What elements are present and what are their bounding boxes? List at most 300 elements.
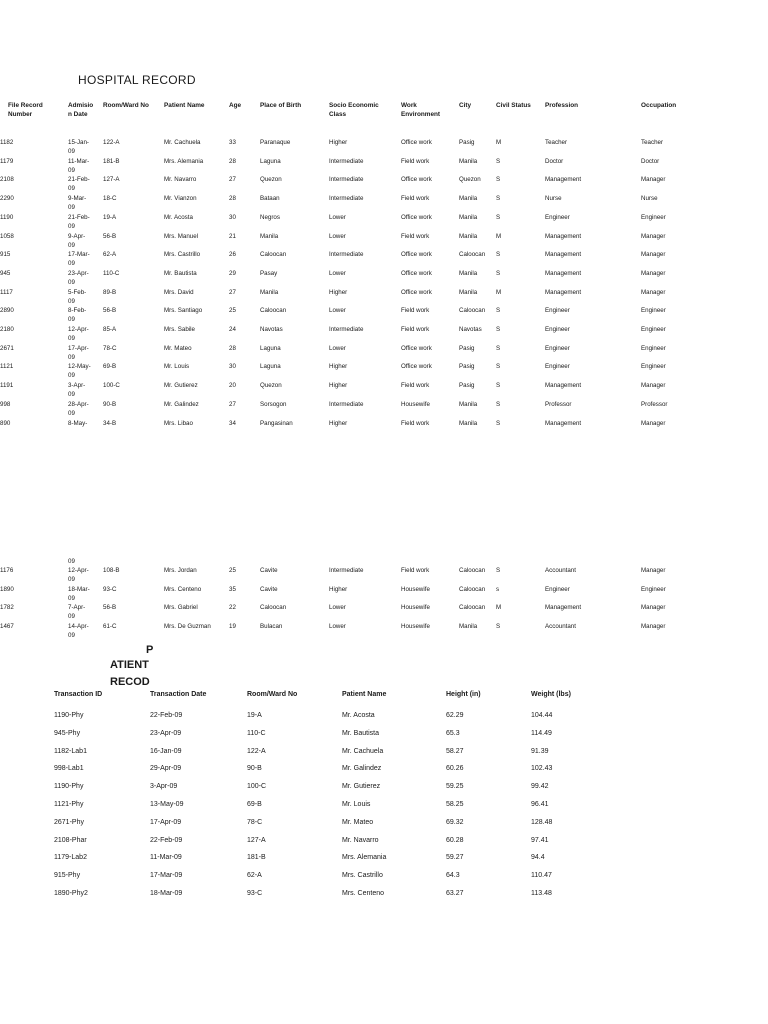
table-cell: Housewife	[401, 400, 430, 408]
table-cell: Pasig	[459, 344, 475, 352]
table-cell: Office work	[401, 251, 432, 259]
table-cell: 114.49	[531, 729, 552, 737]
table-cell: 915	[0, 251, 11, 259]
hospital-record-title: HOSPITAL RECORD	[78, 73, 196, 87]
table-cell: Pasig	[459, 139, 475, 146]
table-cell: 34	[229, 419, 236, 427]
table-cell: Engineer	[641, 363, 666, 371]
table-cell: 19-A	[247, 712, 262, 719]
table-cell: Manila	[459, 157, 478, 165]
table-cell: Manila	[459, 213, 478, 221]
table-cell: 60.28	[446, 836, 464, 844]
table-cell: 18-C	[103, 195, 117, 203]
table-cell: Quezon	[260, 382, 282, 390]
table-cell: 1190	[0, 213, 14, 221]
table-cell: Negros	[260, 213, 280, 221]
table-cell: 11-Mar- 09	[68, 157, 90, 174]
table-cell: Higher	[329, 585, 348, 593]
table-cell: S	[496, 269, 501, 277]
table-cell: Caloocan	[459, 604, 486, 612]
column-header: Transaction Date	[150, 691, 207, 698]
table-cell: 9-Apr- 09	[68, 232, 86, 249]
table-cell: S	[496, 623, 501, 631]
table-cell: 1121	[0, 363, 14, 371]
table-cell: 90-B	[103, 400, 117, 408]
table-cell: Bulacan	[260, 623, 283, 631]
table-cell: 60.26	[446, 765, 464, 773]
table-cell: Manila	[459, 195, 478, 203]
table-cell: 17-Mar-09	[150, 872, 183, 880]
table-cell: Higher	[329, 419, 348, 427]
table-cell: Lower	[329, 307, 346, 315]
table-cell: 122-A	[103, 139, 120, 146]
table-cell: 1117	[0, 288, 13, 296]
table-cell: 09 12-Apr- 09	[68, 558, 89, 583]
table-cell: 22	[229, 604, 236, 612]
table-cell: Quezon	[459, 176, 481, 184]
table-cell: 33	[229, 139, 236, 146]
table-cell: Mrs. De Guzman	[164, 623, 211, 631]
table-cell: 21-Feb- 09	[68, 176, 90, 193]
column-header: File Record Number	[8, 102, 43, 118]
table-cell: M	[496, 604, 502, 612]
table-cell: 97.41	[531, 836, 549, 844]
table-cell: 945	[0, 269, 11, 277]
table-cell: Nurse	[641, 195, 658, 203]
table-cell: Manager	[641, 623, 666, 631]
table-cell: Caloocan	[459, 251, 486, 259]
table-cell: Management	[545, 382, 582, 390]
table-cell: 59.25	[446, 783, 464, 791]
table-cell: Manila	[260, 288, 279, 296]
table-cell: Manager	[641, 288, 666, 296]
table-cell: 1890-Phy2	[54, 890, 88, 897]
table-cell: Housewife	[401, 604, 430, 612]
table-cell: Lower	[329, 213, 346, 221]
table-cell: Lower	[329, 269, 346, 277]
table-cell: Professor	[641, 400, 668, 408]
table-cell: Engineer	[641, 326, 666, 333]
table-cell: Office work	[401, 344, 432, 352]
table-cell: 28-Apr- 09	[68, 400, 89, 417]
table-cell: 90-B	[247, 765, 262, 773]
table-cell: 181-B	[103, 157, 120, 165]
table-cell: Mrs. Jordan	[164, 567, 197, 574]
table-cell: Field work	[401, 419, 430, 427]
table-cell: 1890	[0, 585, 14, 593]
table-cell: 29	[229, 269, 236, 277]
table-cell: Manager	[641, 567, 666, 574]
table-cell: 3-Apr-09	[150, 783, 178, 791]
table-cell: 89-B	[103, 288, 117, 296]
table-cell: 1190-Phy	[54, 712, 84, 719]
table-cell: Manager	[641, 251, 666, 259]
table-cell: Mr. Galindez	[342, 765, 382, 773]
table-cell: Mrs. Alemania	[342, 854, 387, 862]
table-cell: 9-Mar- 09	[68, 195, 87, 212]
table-cell: Manila	[260, 232, 279, 240]
table-cell: 113.48	[531, 890, 552, 897]
table-cell: Intermediate	[329, 176, 364, 184]
table-cell: 127-A	[103, 176, 120, 184]
table-cell: 100-C	[103, 382, 120, 390]
table-cell: s	[496, 585, 500, 593]
column-header: Height (in)	[446, 691, 481, 698]
table-cell: Intermediate	[329, 567, 364, 574]
table-cell: Quezon	[260, 176, 282, 184]
table-cell: 1182	[0, 139, 14, 146]
table-cell: 1191	[0, 382, 14, 390]
table-cell: Navotas	[459, 326, 482, 333]
table-cell: S	[496, 567, 501, 574]
table-cell: 22-Feb-09	[150, 836, 183, 844]
table-cell: Engineer	[545, 344, 570, 352]
patient-title-line: RECOD	[110, 676, 150, 688]
table-cell: Intermediate	[329, 251, 364, 259]
table-cell: 1182-Lab1	[54, 747, 87, 755]
table-cell: Mr. Bautista	[164, 269, 197, 277]
table-cell: Manager	[641, 604, 666, 612]
table-cell: Mr. Gutierez	[342, 783, 381, 791]
table-cell: Engineer	[545, 213, 570, 221]
table-cell: Office work	[401, 363, 432, 371]
table-cell: Paranaque	[260, 139, 291, 146]
table-cell: 127-A	[247, 836, 266, 844]
column-header: Civil Status	[496, 102, 531, 109]
column-header: Patient Name	[342, 691, 387, 698]
table-cell: S	[496, 419, 501, 427]
table-cell: Mrs. David	[164, 288, 194, 296]
table-cell: S	[496, 326, 501, 333]
table-cell: 13-May-09	[150, 801, 184, 808]
table-cell: Mr. Louis	[342, 801, 371, 808]
table-cell: S	[496, 157, 501, 165]
table-cell: 63.27	[446, 890, 464, 897]
table-cell: Lower	[329, 623, 346, 631]
table-cell: Mrs. Libao	[164, 419, 193, 427]
table-cell: Higher	[329, 288, 348, 296]
table-cell: Management	[545, 232, 582, 240]
table-cell: Mr. Galindez	[164, 400, 199, 408]
table-cell: S	[496, 213, 501, 221]
table-cell: Manager	[641, 269, 666, 277]
table-cell: 2671	[0, 344, 14, 352]
table-cell: Professor	[545, 400, 572, 408]
table-cell: 7-Apr- 09	[68, 604, 86, 621]
table-cell: Mr. Bautista	[342, 729, 379, 737]
table-cell: 35	[229, 585, 236, 593]
table-cell: Management	[545, 269, 582, 277]
table-cell: Mrs. Sabile	[164, 326, 195, 333]
table-cell: Nurse	[545, 195, 562, 203]
table-cell: 61-C	[103, 623, 117, 631]
table-cell: Caloocan	[459, 585, 486, 593]
table-cell: 2290	[0, 195, 14, 203]
table-cell: 890	[0, 419, 11, 427]
table-cell: Sorsogon	[260, 400, 287, 408]
table-cell: Field work	[401, 326, 430, 333]
table-cell: Field work	[401, 382, 430, 390]
table-cell: S	[496, 382, 501, 390]
table-cell: 69-B	[103, 363, 117, 371]
table-cell: Engineer	[545, 326, 570, 333]
table-cell: 1179-Lab2	[54, 854, 87, 862]
table-cell: S	[496, 195, 501, 203]
table-cell: Pasay	[260, 269, 278, 277]
table-cell: Pasig	[459, 363, 475, 371]
table-cell: Accountant	[545, 567, 576, 574]
table-cell: Pasig	[459, 382, 475, 390]
table-cell: Field work	[401, 232, 430, 240]
table-cell: Higher	[329, 363, 348, 371]
table-cell: 19	[229, 623, 236, 631]
table-cell: Field work	[401, 195, 430, 203]
table-cell: 1467	[0, 623, 14, 631]
table-cell: 28	[229, 195, 236, 203]
table-cell: Mr. Navarro	[164, 176, 197, 184]
table-cell: 100-C	[247, 783, 267, 791]
table-cell: 58.25	[446, 801, 464, 808]
table-cell: Pangasinan	[260, 419, 293, 427]
table-cell: 21-Feb- 09	[68, 213, 90, 230]
table-cell: 96.41	[531, 801, 549, 808]
table-cell: Mr. Acosta	[164, 213, 193, 221]
table-cell: Mr. Mateo	[164, 344, 192, 352]
table-cell: Caloocan	[459, 567, 486, 574]
column-header: Profession	[545, 102, 579, 109]
table-cell: 19-A	[103, 213, 117, 221]
table-cell: Mr. Gutierez	[164, 382, 198, 390]
table-cell: Caloocan	[260, 307, 287, 315]
table-cell: 29-Apr-09	[150, 765, 182, 773]
table-cell: Office work	[401, 176, 432, 184]
table-cell: Field work	[401, 157, 430, 165]
table-cell: Caloocan	[459, 307, 486, 315]
table-cell: Manila	[459, 288, 478, 296]
table-cell: Intermediate	[329, 195, 364, 203]
table-cell: 58.27	[446, 747, 464, 755]
table-cell: 62-A	[247, 872, 262, 880]
table-cell: 78-C	[103, 344, 117, 352]
table-cell: Mrs. Castrillo	[164, 251, 201, 259]
table-cell: Laguna	[260, 157, 281, 165]
table-cell: Laguna	[260, 363, 281, 371]
table-cell: Teacher	[641, 139, 664, 146]
table-cell: Intermediate	[329, 400, 364, 408]
table-cell: 65.3	[446, 729, 460, 737]
table-cell: 59.27	[446, 854, 464, 862]
table-cell: Doctor	[641, 157, 660, 165]
table-cell: 998-Lab1	[54, 765, 84, 773]
table-cell: Management	[545, 419, 582, 427]
table-cell: Accountant	[545, 623, 576, 631]
column-header: Room/Ward No	[103, 102, 149, 109]
table-cell: Engineer	[641, 213, 666, 221]
table-cell: 5-Feb- 09	[68, 288, 87, 305]
table-cell: Cavite	[260, 585, 278, 593]
patient-title-line: ATIENT	[110, 659, 149, 671]
column-header: Age	[229, 102, 242, 109]
table-cell: Lower	[329, 344, 346, 352]
table-cell: Mr. Vianzon	[164, 195, 197, 203]
table-cell: 12-Apr- 09	[68, 326, 89, 342]
table-cell: 12-May- 09	[68, 363, 91, 380]
table-cell: 110.47	[531, 872, 552, 880]
table-cell: Mrs. Centeno	[164, 585, 202, 593]
table-cell: Teacher	[545, 139, 568, 146]
table-cell: Management	[545, 176, 582, 184]
table-cell: 18-Mar-09	[150, 890, 183, 897]
table-cell: 16-Jan-09	[150, 747, 182, 755]
table-cell: S	[496, 251, 501, 259]
table-cell: 181-B	[247, 854, 266, 862]
table-cell: 24	[229, 326, 236, 333]
table-cell: Manila	[459, 400, 478, 408]
column-header: Weight (lbs)	[531, 691, 571, 698]
table-cell: 26	[229, 251, 236, 259]
table-cell: 1176	[0, 567, 14, 574]
table-cell: 11-Mar-09	[150, 854, 182, 862]
table-cell: 122-A	[247, 747, 266, 755]
table-cell: 2108	[0, 176, 14, 184]
table-cell: 34-B	[103, 419, 117, 427]
table-cell: 22-Feb-09	[150, 712, 183, 719]
table-cell: Mrs. Castrillo	[342, 872, 383, 880]
table-cell: 8-May-	[68, 419, 88, 427]
table-cell: Manila	[459, 232, 478, 240]
table-cell: 102.43	[531, 765, 553, 773]
table-cell: Mrs. Gabriel	[164, 604, 198, 612]
table-cell: 110-C	[103, 269, 120, 277]
table-cell: 2108-Phar	[54, 836, 87, 844]
table-cell: S	[496, 344, 501, 352]
table-cell: Office work	[401, 269, 432, 277]
table-cell: 78-C	[247, 818, 263, 826]
table-cell: Lower	[329, 232, 346, 240]
table-cell: 30	[229, 363, 236, 371]
table-cell: 94.4	[531, 854, 545, 862]
table-cell: Manager	[641, 176, 666, 184]
table-cell: Cavite	[260, 567, 278, 574]
table-cell: Manager	[641, 419, 666, 427]
table-cell: Management	[545, 251, 582, 259]
table-cell: 8-Feb- 09	[68, 307, 87, 324]
table-cell: Engineer	[641, 585, 666, 593]
table-cell: Doctor	[545, 157, 564, 165]
table-cell: 56-B	[103, 604, 117, 612]
table-cell: 23-Apr-09	[150, 729, 182, 737]
table-cell: Lower	[329, 604, 346, 612]
table-cell: Manager	[641, 232, 666, 240]
table-cell: Engineer	[545, 307, 570, 315]
table-cell: Higher	[329, 139, 348, 146]
table-cell: 56-B	[103, 232, 117, 240]
table-cell: 23-Apr- 09	[68, 269, 89, 286]
table-cell: 2890	[0, 307, 14, 315]
table-cell: 2180	[0, 326, 14, 333]
table-cell: Management	[545, 288, 582, 296]
table-cell: 108-B	[103, 567, 120, 574]
table-cell: Intermediate	[329, 326, 364, 333]
table-cell: Manager	[641, 382, 666, 390]
table-cell: Office work	[401, 288, 432, 296]
table-cell: 2671-Phy	[54, 818, 84, 826]
table-cell: 69-B	[247, 801, 262, 808]
column-header: Socio Economic Class	[329, 102, 379, 118]
table-cell: Mrs. Centeno	[342, 890, 385, 897]
table-cell: S	[496, 363, 501, 371]
table-cell: 945-Phy	[54, 729, 81, 737]
column-header: Patient Name	[164, 102, 205, 109]
table-cell: 104.44	[531, 712, 553, 719]
table-cell: Mrs. Alemania	[164, 157, 204, 165]
table-cell: 17-Apr-09	[150, 818, 182, 826]
table-cell: Mr. Cachuela	[164, 139, 201, 146]
table-cell: 1179	[0, 157, 14, 165]
table-cell: 915-Phy	[54, 872, 81, 880]
column-header: Room/Ward No	[247, 691, 298, 698]
table-cell: Housewife	[401, 623, 430, 631]
table-cell: S	[496, 307, 501, 315]
table-cell: M	[496, 288, 502, 296]
table-cell: 85-A	[103, 326, 117, 333]
table-cell: Mr. Mateo	[342, 818, 374, 826]
column-header: Place of Birth	[260, 102, 302, 109]
table-cell: 1190-Phy	[54, 783, 84, 791]
table-cell: S	[496, 400, 501, 408]
table-cell: 15-Jan- 09	[68, 139, 89, 155]
table-cell: Intermediate	[329, 157, 364, 165]
table-cell: Engineer	[641, 344, 666, 352]
table-cell: 93-C	[103, 585, 117, 593]
table-cell: 69.32	[446, 818, 464, 826]
table-cell: 20	[229, 382, 236, 390]
table-cell: M	[496, 232, 502, 240]
table-cell: Housewife	[401, 585, 430, 593]
table-cell: 17-Mar- 09	[68, 251, 90, 268]
table-cell: Field work	[401, 307, 430, 315]
patient-title-line: P	[146, 644, 154, 656]
table-cell: 28	[229, 157, 236, 165]
column-header: Work Environment	[401, 102, 441, 118]
table-cell: 27	[229, 288, 236, 296]
table-cell: 14-Apr- 09	[68, 623, 89, 640]
table-cell: Higher	[329, 382, 348, 390]
table-cell: Mr. Navarro	[342, 836, 379, 844]
column-header: Admisio n Date	[68, 102, 94, 118]
table-cell: 1782	[0, 604, 14, 612]
table-cell: 30	[229, 213, 236, 221]
table-cell: 56-B	[103, 307, 117, 315]
table-cell: Navotas	[260, 326, 283, 333]
table-cell: 28	[229, 344, 236, 352]
table-cell: Field work	[401, 567, 430, 574]
table-cell: Manila	[459, 419, 478, 427]
table-cell: 27	[229, 176, 236, 184]
table-cell: 998	[0, 400, 11, 408]
table-cell: 93-C	[247, 890, 263, 897]
table-cell: Laguna	[260, 344, 281, 352]
table-cell: 3-Apr- 09	[68, 382, 86, 399]
table-cell: Office work	[401, 213, 432, 221]
table-cell: 21	[229, 232, 236, 240]
table-cell: Caloocan	[260, 251, 287, 259]
table-cell: 25	[229, 307, 236, 315]
table-cell: Mr. Louis	[164, 363, 190, 371]
table-cell: 25	[229, 567, 236, 574]
column-header: Transaction ID	[54, 691, 103, 698]
table-cell: Engineer	[641, 307, 666, 315]
